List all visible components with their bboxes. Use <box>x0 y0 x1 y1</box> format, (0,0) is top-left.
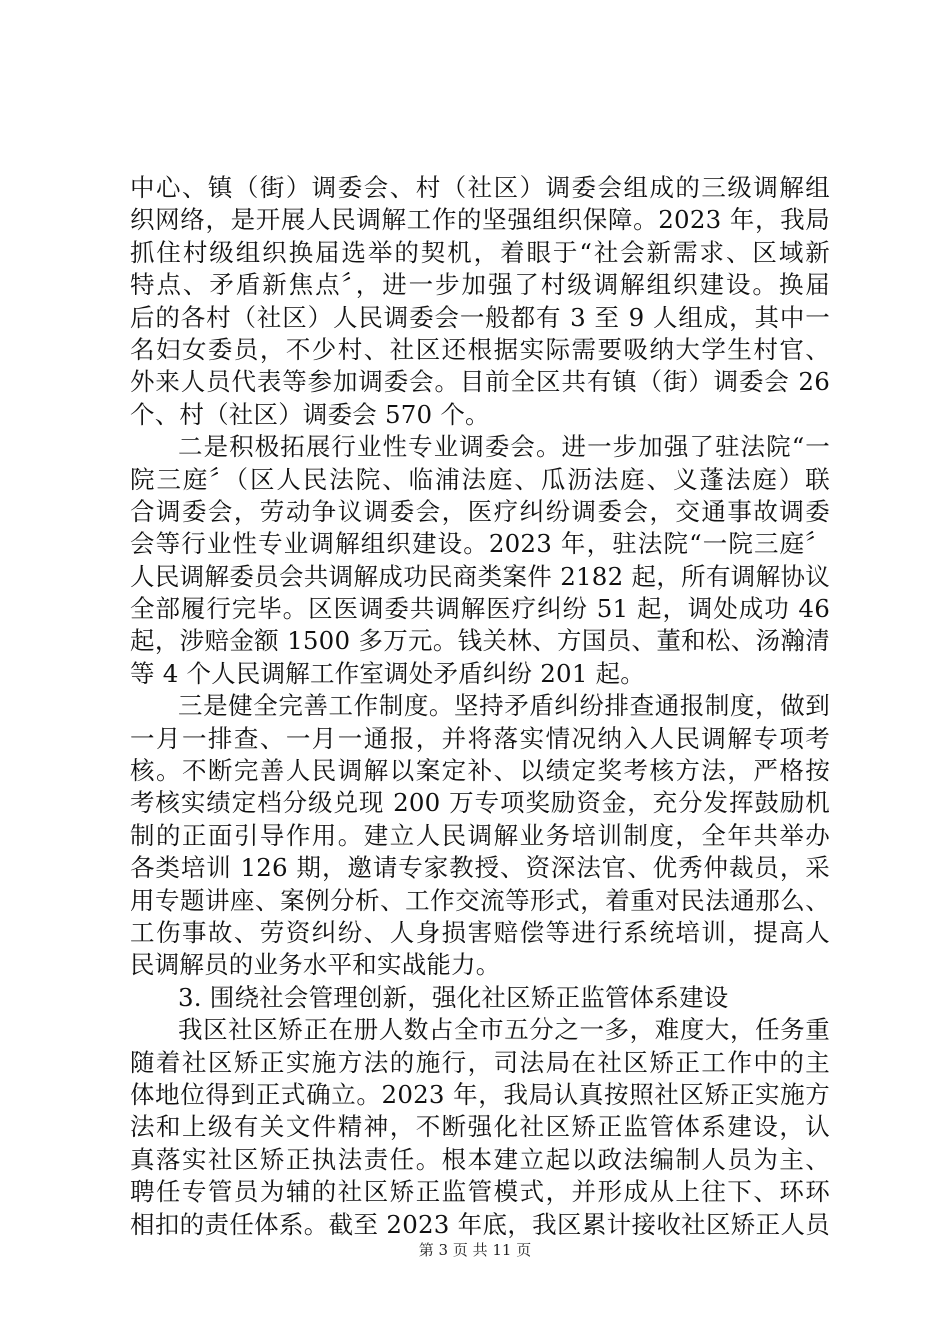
text-line: 全部履行完毕。区医调委共调解医疗纠纷 51 起，调处成功 46 <box>130 594 830 624</box>
text-line: 我区社区矫正在册人数占全市五分之一多，难度大，任务重 <box>178 1015 830 1045</box>
text-line: 中心、镇（街）调委会、村（社区）调委会组成的三级调解组 <box>130 173 830 202</box>
text-line: 聘任专管员为辅的社区矫正监管模式，并形成从上往下、环环 <box>130 1177 830 1207</box>
text-line: 二是积极拓展行业性专业调委会。进一步加强了驻法院“一 <box>178 432 830 462</box>
text-line: 核。不断完善人民调解以案定补、以绩定奖考核方法，严格按 <box>130 756 830 786</box>
text-line: 抓住村级组织换届选举的契机，着眼于“社会新需求、区域新 <box>130 237 830 267</box>
text-line: 织网络，是开展人民调解工作的坚强组织保障。2023 年，我局 <box>130 205 830 235</box>
text-line: 体地位得到正式确立。2023 年，我局认真按照社区矫正实施方 <box>130 1079 830 1109</box>
text-line: 用专题讲座、案例分析、工作交流等形式，着重对民法通那么、 <box>130 885 830 915</box>
page-footer: 第 3 页 共 11 页 <box>418 1241 532 1259</box>
text-line: 相扣的责任体系。截至 2023 年底，我区累计接收社区矫正人员 <box>130 1209 830 1239</box>
text-line: 各类培训 126 期，邀请专家教授、资深法官、优秀仲裁员，采 <box>130 853 830 883</box>
text-line: 制的正面引导作用。建立人民调解业务培训制度，全年共举办 <box>130 820 830 850</box>
text-line: 等 4 个人民调解工作室调处矛盾纠纷 201 起。 <box>130 658 646 688</box>
text-line: 三是健全完善工作制度。坚持矛盾纠纷排查通报制度，做到 <box>178 691 830 721</box>
text-line: 人民调解委员会共调解成功民商类案件 2182 起，所有调解协议 <box>130 561 830 591</box>
document-body <box>130 172 830 1241</box>
text-line: 3. 围绕社会管理创新，强化社区矫正监管体系建设 <box>178 982 729 1012</box>
text-line: 合调委会，劳动争议调委会，医疗纠纷调委会，交通事故调委 <box>130 496 830 526</box>
text-line: 会等行业性专业调解组织建设。2023 年，驻法院“一院三庭〞 <box>130 529 830 559</box>
text-line: 个、村（社区）调委会 570 个。 <box>130 399 490 429</box>
text-line: 名妇女委员，不少村、社区还根据实际需要吸纳大学生村官、 <box>130 334 830 364</box>
text-line: 特点、矛盾新焦点〞，进一步加强了村级调解组织建设。换届 <box>130 270 830 300</box>
text-line: 院三庭〞（区人民法院、临浦法庭、瓜沥法庭、义蓬法庭）联 <box>130 464 830 494</box>
text-line: 真落实社区矫正执法责任。根本建立起以政法编制人员为主、 <box>130 1144 830 1174</box>
text-line: 随着社区矫正实施方法的施行，司法局在社区矫正工作中的主 <box>130 1047 830 1077</box>
text-line: 工伤事故、劳资纠纷、人身损害赔偿等进行系统培训，提高人 <box>130 917 830 947</box>
text-line: 外来人员代表等参加调委会。目前全区共有镇（街）调委会 26 <box>130 367 830 397</box>
text-line: 后的各村（社区）人民调委会一般都有 3 至 9 人组成，其中一 <box>130 302 830 332</box>
text-line: 一月一排查、一月一通报，并将落实情况纳入人民调解专项考 <box>130 723 830 753</box>
text-line: 起，涉赔金额 1500 多万元。钱关林、方国员、董和松、汤瀚清 <box>130 626 830 656</box>
text-line: 法和上级有关文件精神，不断强化社区矫正监管体系建设，认 <box>130 1112 830 1142</box>
text-line: 民调解员的业务水平和实战能力。 <box>130 950 501 980</box>
text-line: 考核实绩定档分级兑现 200 万专项奖励资金，充分发挥鼓励机 <box>130 788 830 818</box>
